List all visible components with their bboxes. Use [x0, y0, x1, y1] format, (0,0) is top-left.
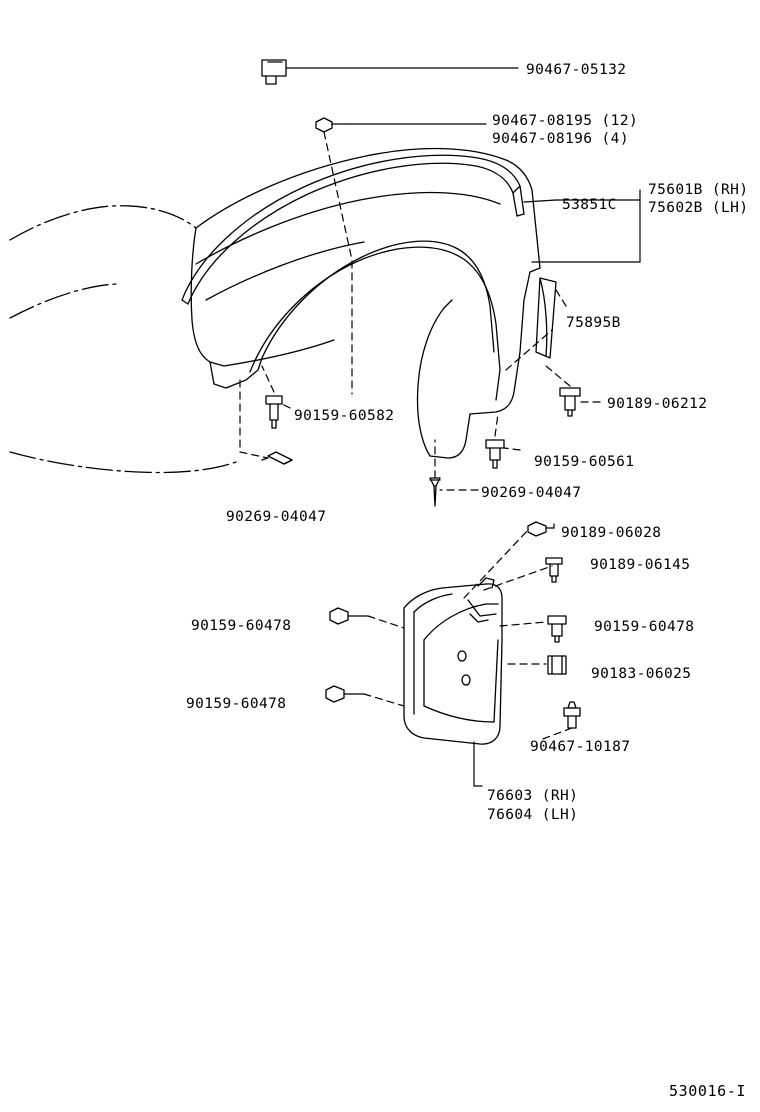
bolt-90159-60478-left-lower [326, 686, 364, 702]
part-label: 90189-06212 [607, 396, 708, 412]
leader-lines-solid [286, 68, 640, 786]
part-label: 90467-10187 [530, 739, 631, 755]
part-label: 90159-60582 [294, 408, 395, 424]
clip-90467-05132 [262, 60, 286, 84]
figure-code: 530016-I [668, 1082, 746, 1100]
bolt-90159-60478-left-upper [330, 608, 368, 624]
part-label: 90189-06145 [590, 557, 691, 573]
part-label: 90269-04047 [226, 509, 327, 525]
clip-90183-06025 [548, 656, 566, 674]
part-label: 90467-08195 (12) [492, 113, 639, 129]
part-label: 90467-08196 (4) [492, 131, 629, 147]
bolt-90159-60561 [486, 440, 504, 468]
bolt-90159-60478-right [548, 616, 566, 642]
part-label: 90159-60478 [191, 618, 292, 634]
part-label: 90269-04047 [481, 485, 582, 501]
clip-90189-06028 [528, 522, 554, 536]
part-label: 90159-60478 [594, 619, 695, 635]
part-label: 90183-06025 [591, 666, 692, 682]
bolt-90159-60582 [266, 396, 282, 428]
part-label: 90467-05132 [526, 62, 627, 78]
clip-90467-10187 [564, 702, 580, 728]
part-label: 75601B (RH) [648, 182, 749, 198]
part-label: 90189-06028 [561, 525, 662, 541]
part-label: 90159-60478 [186, 696, 287, 712]
leader-lines-dashed [240, 132, 600, 740]
part-label: 75895B [566, 315, 621, 331]
bolt-90189-06212 [560, 388, 580, 416]
part-label: 76603 (RH) [487, 788, 579, 804]
clip-90467-08195 [316, 118, 346, 132]
part-label: 76604 (LH) [487, 807, 579, 823]
body-contour [10, 206, 236, 473]
part-label: 90159-60561 [534, 454, 635, 470]
screw-90269-04047-b [430, 478, 440, 506]
part-label: 53851C [562, 197, 617, 213]
mud-guard-76603 [404, 578, 502, 744]
clip-90189-06145 [546, 558, 562, 582]
part-label: 75602B (LH) [648, 200, 749, 216]
